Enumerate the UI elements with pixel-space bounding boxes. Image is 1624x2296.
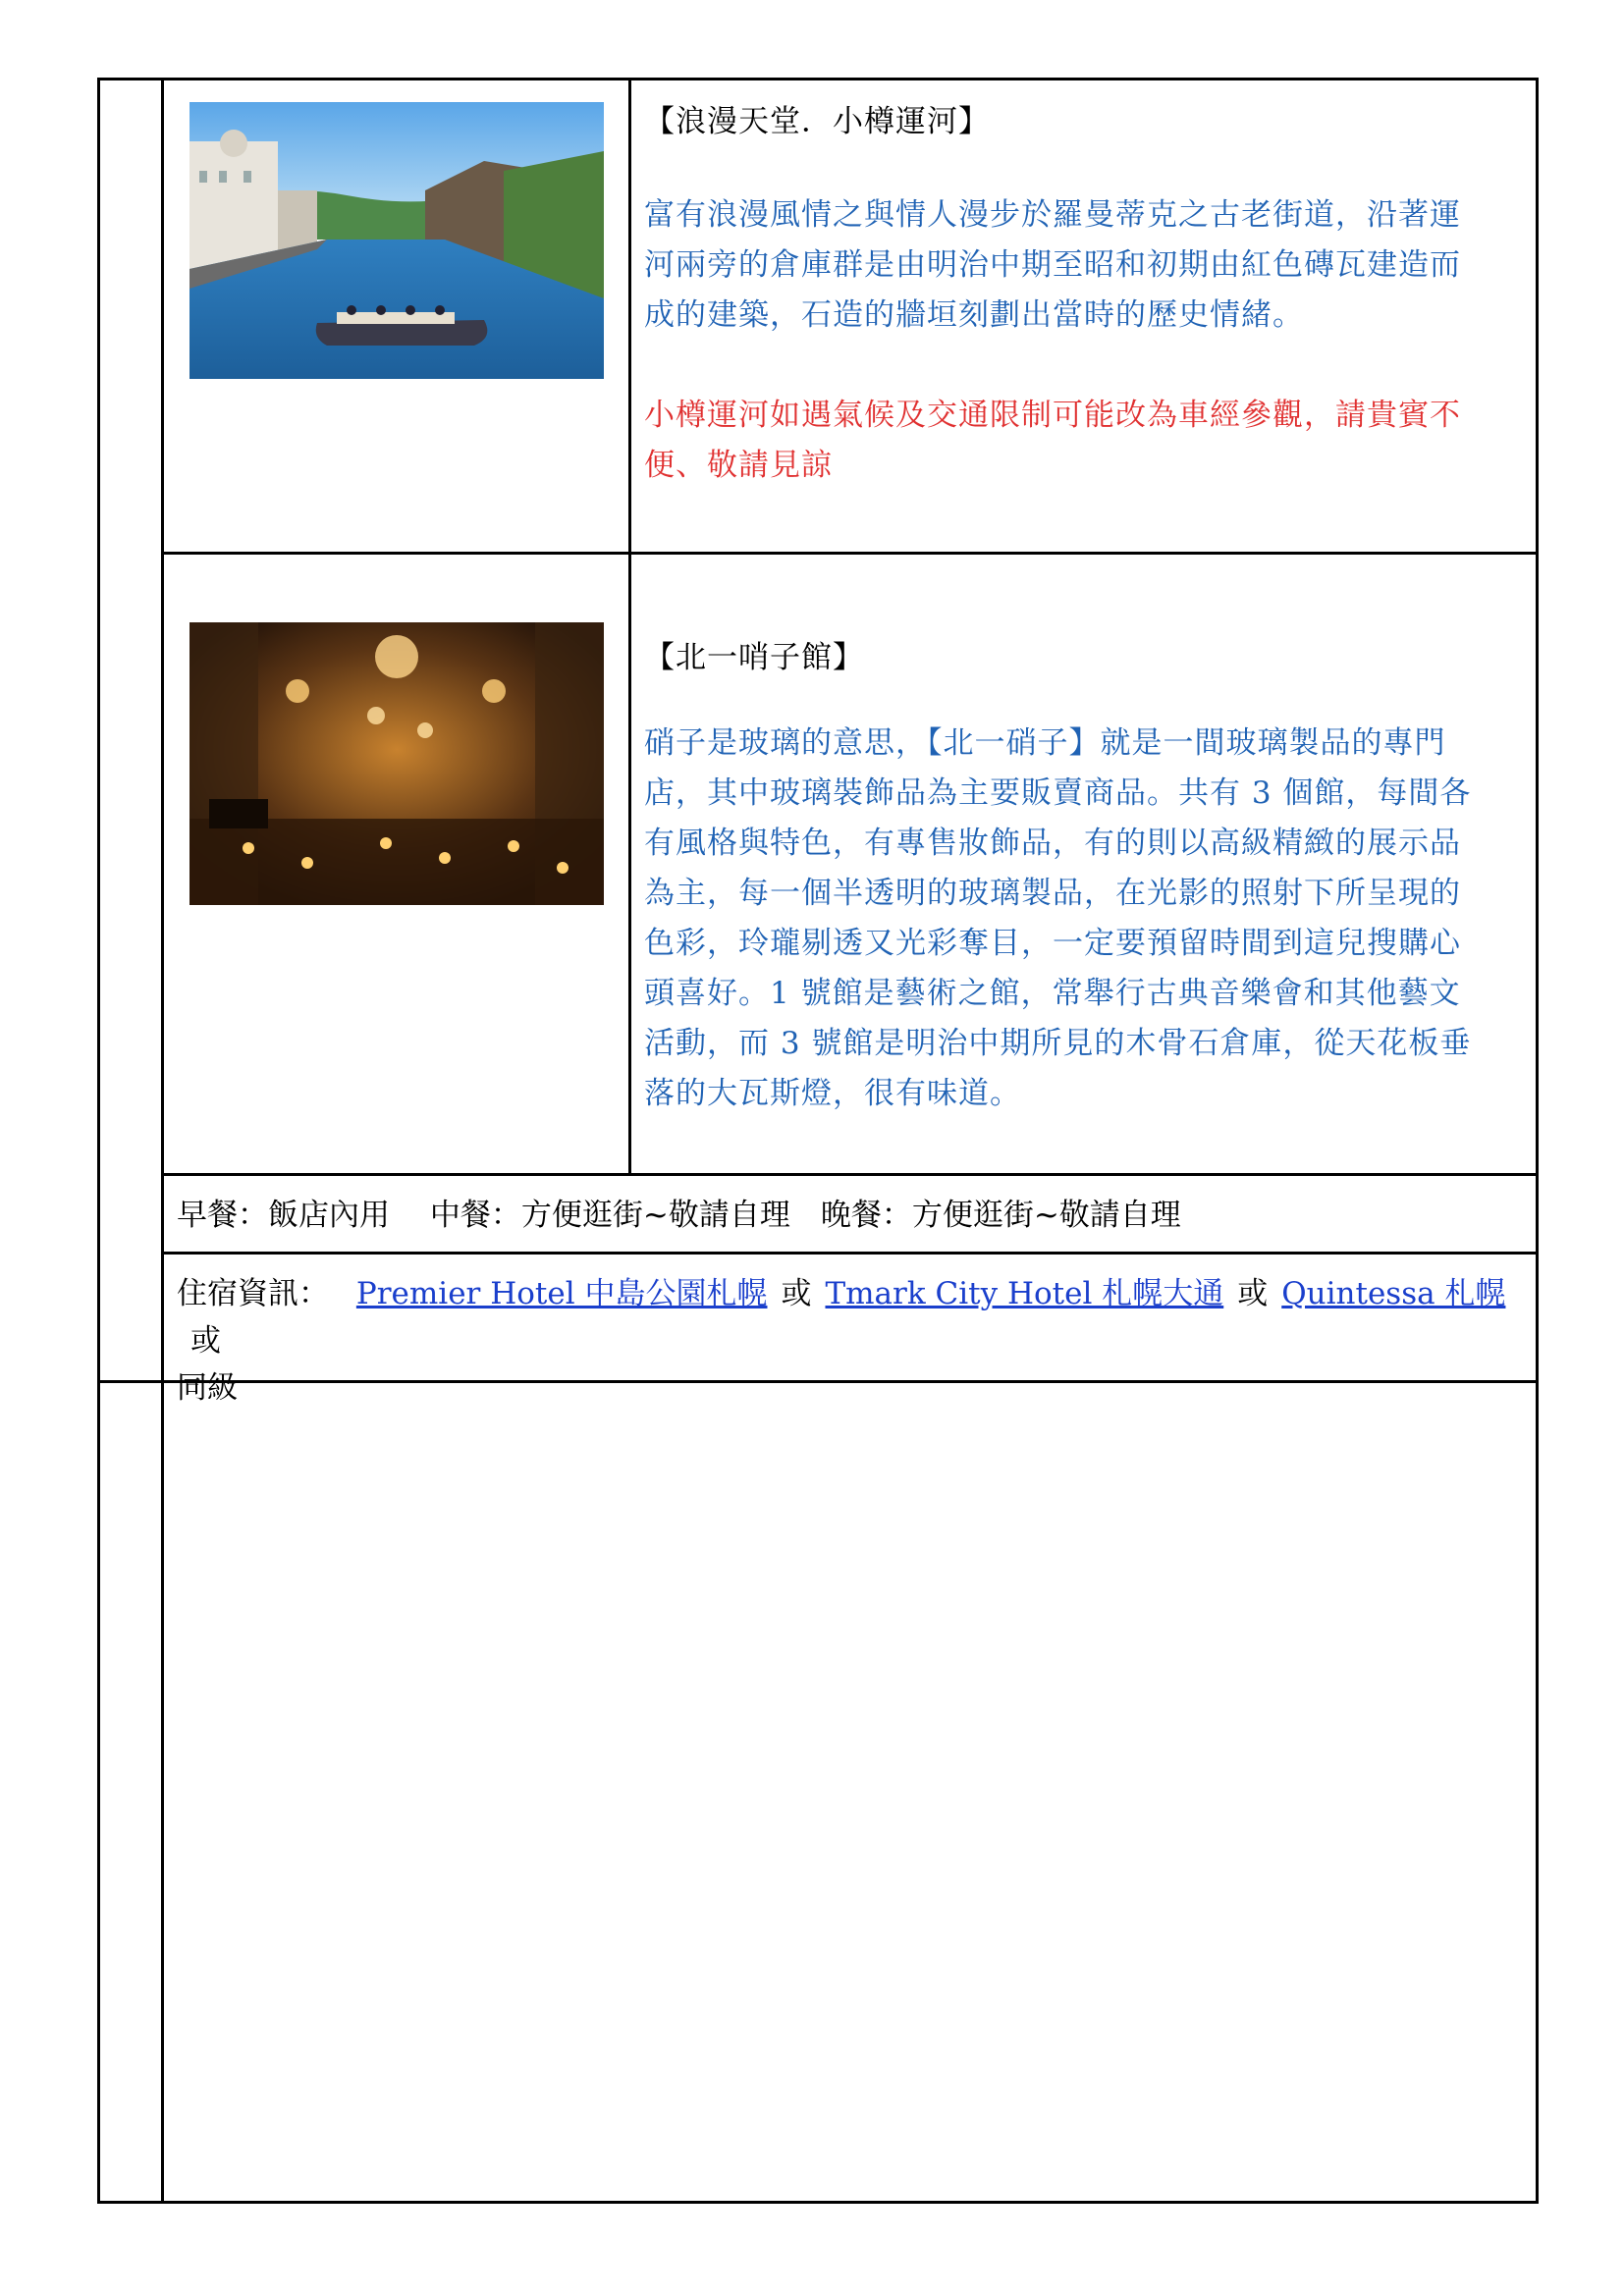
row-divider — [161, 552, 1539, 555]
text-line: 便、敬請見諒 — [644, 448, 833, 483]
hotel-link-quintessa[interactable]: Quintessa 札幌 — [1281, 1276, 1506, 1311]
text-line: 有風格與特色，有專售妝飾品，有的則以高級精緻的展示品 — [644, 826, 1461, 861]
text-line: 為主，每一個半透明的玻璃製品，在光影的照射下所呈現的 — [644, 876, 1461, 911]
separator-text: 或 — [1237, 1276, 1269, 1311]
text-line: 落的大瓦斯燈，很有味道。 — [644, 1076, 1021, 1111]
lodging-info — [177, 1270, 1512, 1412]
row-divider — [161, 1173, 1539, 1176]
kitaichi-glass-hall-photo — [189, 622, 604, 905]
hotel-link-premier[interactable]: Premier Hotel 中島公園札幌 — [355, 1276, 768, 1311]
kitaichi-glass-description — [644, 719, 1471, 1119]
separator-text: 或 — [781, 1276, 812, 1311]
text-line: 店，其中玻璃裝飾品為主要販賣商品。共有 3 個館，每間各 — [644, 775, 1472, 811]
text-line: 成的建築，石造的牆垣刻劃出當時的歷史情緒。 — [644, 297, 1304, 333]
text-line: 河兩旁的倉庫群是由明治中期至昭和初期由紅色磚瓦建造而 — [644, 247, 1461, 283]
hotel-link-tmark[interactable]: Tmark City Hotel 札幌大通 — [825, 1276, 1224, 1311]
otaru-canal-description — [644, 190, 1461, 341]
meals-info: 早餐：飯店內用 中餐：方便逛街~敬請自理 晚餐：方便逛街~敬請自理 — [177, 1198, 1181, 1233]
lodging-label: 住宿資訊： — [177, 1276, 329, 1311]
weather-notice — [644, 391, 1461, 491]
lodging-suffix: 同級 — [177, 1370, 238, 1406]
text-line: 頭喜好。1 號館是藝術之館，常舉行古典音樂會和其他藝文 — [644, 976, 1461, 1011]
day-column-divider — [161, 78, 164, 2204]
row-divider — [161, 1252, 1539, 1255]
text-line: 富有浪漫風情之與情人漫步於羅曼蒂克之古老街道，沿著運 — [644, 197, 1461, 233]
separator-text: 或 — [190, 1323, 221, 1359]
text-line: 活動，而 3 號館是明治中期所見的木骨石倉庫，從天花板垂 — [644, 1026, 1472, 1061]
text-line: 色彩，玲瓏剔透又光彩奪目，一定要預留時間到這兒搜購心 — [644, 926, 1461, 961]
text-line: 硝子是玻璃的意思，【北一硝子】就是一間玻璃製品的專門 — [644, 725, 1446, 761]
otaru-canal-photo — [189, 102, 604, 379]
section-title: 【浪漫天堂．小樽運河】 — [644, 104, 990, 139]
section-title: 【北一哨子館】 — [644, 640, 864, 675]
text-line: 小樽運河如遇氣候及交通限制可能改為車經參觀，請貴賓不 — [644, 398, 1461, 433]
image-column-divider — [628, 78, 631, 1175]
